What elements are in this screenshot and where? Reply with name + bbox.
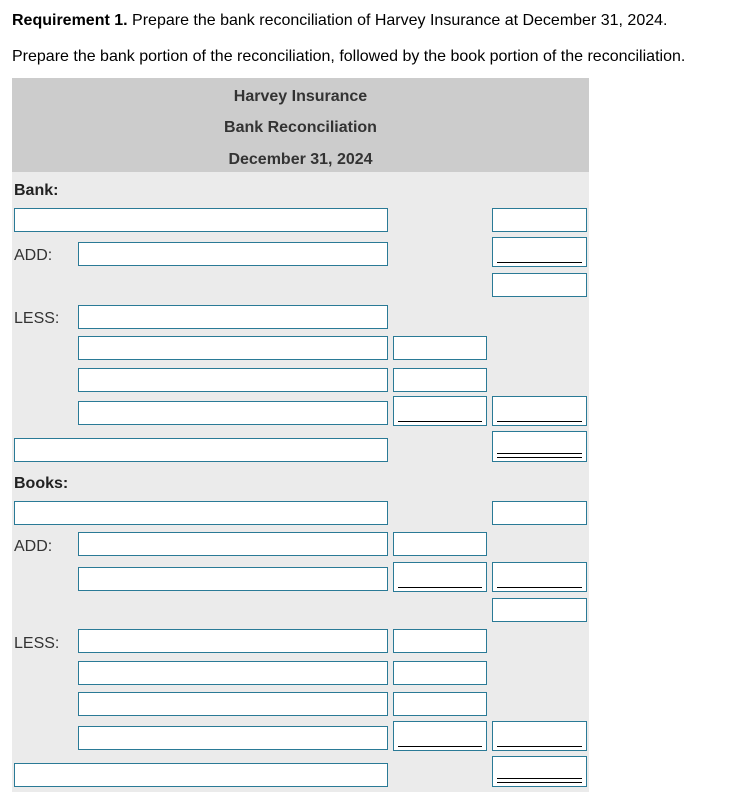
books-add-description-input-1[interactable] bbox=[78, 532, 388, 556]
books-add-amount-input-1[interactable] bbox=[393, 532, 487, 556]
books-less-description-input-3[interactable] bbox=[78, 692, 388, 716]
bank-less-amount-input-4[interactable] bbox=[393, 396, 487, 426]
instruction-text: Prepare the bank portion of the reconciliation, followed by the book portion of the reconciliation. bbox=[12, 48, 686, 65]
books-less-amount-input-4[interactable] bbox=[393, 721, 487, 751]
bank-less-description-input-3[interactable] bbox=[78, 368, 388, 392]
requirement-heading bbox=[12, 12, 667, 30]
bank-adjusted-balance-description-input[interactable] bbox=[14, 438, 388, 462]
bank-add-label: ADD: bbox=[14, 247, 53, 264]
books-section-label: Books: bbox=[14, 475, 69, 492]
books-less-amount-input-2[interactable] bbox=[393, 661, 487, 685]
books-add-description-input-2[interactable] bbox=[78, 567, 388, 591]
bank-section-label: Bank: bbox=[14, 182, 59, 199]
books-balance-amount-input[interactable] bbox=[492, 501, 587, 525]
statement-date: December 31, 2024 bbox=[228, 151, 373, 168]
books-balance-description-input[interactable] bbox=[14, 501, 388, 525]
bank-add-amount-input[interactable] bbox=[492, 237, 587, 267]
bank-less-total-input[interactable] bbox=[492, 396, 587, 426]
bank-balance-description-input[interactable] bbox=[14, 208, 388, 232]
bank-subtotal-amount-input[interactable] bbox=[492, 273, 587, 297]
bank-less-description-input-1[interactable] bbox=[78, 305, 388, 329]
statement-title: Bank Reconciliation bbox=[224, 119, 377, 136]
books-less-total-input[interactable] bbox=[492, 721, 587, 751]
books-less-description-input-2[interactable] bbox=[78, 661, 388, 685]
books-subtotal-amount-input[interactable] bbox=[492, 598, 587, 622]
books-less-amount-input-1[interactable] bbox=[393, 629, 487, 653]
books-adjusted-balance-description-input[interactable] bbox=[14, 763, 388, 787]
books-less-amount-input-3[interactable] bbox=[393, 692, 487, 716]
books-less-label: LESS: bbox=[14, 635, 60, 652]
company-name: Harvey Insurance bbox=[233, 88, 368, 105]
bank-adjusted-balance-amount-input[interactable] bbox=[492, 431, 587, 462]
bank-less-label: LESS: bbox=[14, 310, 60, 327]
requirement-label: Requirement 1. bbox=[12, 12, 128, 29]
requirement-text: Prepare the bank reconciliation of Harvey Insurance at December 31, 2024. bbox=[127, 12, 668, 29]
books-add-total-input[interactable] bbox=[492, 562, 587, 592]
bank-add-description-input[interactable] bbox=[78, 242, 388, 266]
books-add-label: ADD: bbox=[14, 538, 53, 555]
books-add-amount-input-2[interactable] bbox=[393, 562, 487, 592]
bank-balance-amount-input[interactable] bbox=[492, 208, 587, 232]
books-less-description-input-1[interactable] bbox=[78, 629, 388, 653]
bank-less-description-input-2[interactable] bbox=[78, 336, 388, 360]
books-adjusted-balance-amount-input[interactable] bbox=[492, 756, 587, 787]
books-less-description-input-4[interactable] bbox=[78, 726, 388, 750]
bank-less-description-input-4[interactable] bbox=[78, 401, 388, 425]
bank-less-amount-input-2[interactable] bbox=[393, 336, 487, 360]
bank-less-amount-input-3[interactable] bbox=[393, 368, 487, 392]
